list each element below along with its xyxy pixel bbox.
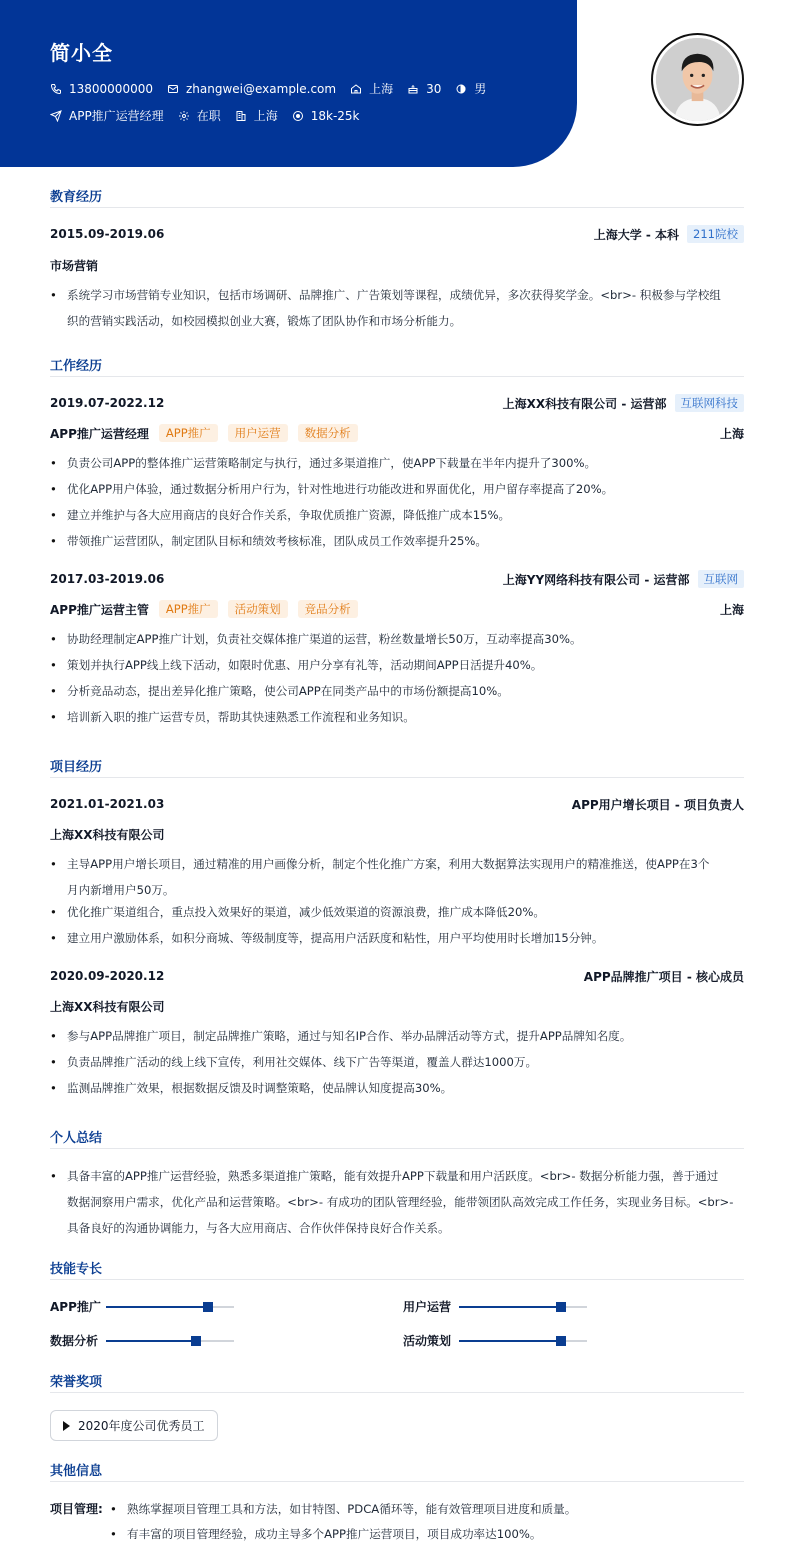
skill-bar	[106, 1340, 234, 1342]
skill-bar	[106, 1306, 234, 1308]
project-date: 2021.01-2021.03	[50, 797, 165, 811]
phone-info	[50, 82, 153, 96]
skill-name: 用户运营	[403, 1300, 452, 1314]
avatar	[651, 33, 744, 126]
list-item: • 培训新入职的推广运营专员，帮助其快速熟悉工作流程和业务知识。	[50, 704, 744, 730]
skill-level-marker	[556, 1336, 566, 1346]
education-major-row	[50, 256, 744, 274]
home-icon	[350, 83, 362, 95]
list-item: • 系统学习市场营销专业知识，包括市场调研、品牌推广、广告策划等课程，成绩优异，多次获得奖学金。<br>- 积极参与学校组 织的营销实践活动，如校园模拟创业大赛，锻炼了团队协作和市场分析能力。	[50, 282, 744, 334]
caret-right-icon	[63, 1421, 70, 1431]
age-info	[407, 82, 441, 96]
phone-text: 13800000000	[69, 81, 153, 96]
section-title-other: 其他信息	[50, 1460, 744, 1482]
industry-badge: 互联网	[698, 570, 745, 588]
cake-icon	[407, 83, 419, 95]
coin-icon	[292, 110, 304, 122]
list-item: • 带领推广运营团队，制定团队目标和绩效考核标准，团队成员工作效率提升25%。	[50, 528, 744, 554]
section-title-education: 教育经历	[50, 186, 744, 208]
education-major: 市场营销	[50, 258, 99, 273]
work-company: 上海YY网络科技有限公司 - 运营部	[502, 572, 690, 587]
skill-name: 数据分析	[50, 1334, 99, 1348]
skill-bar	[459, 1340, 587, 1342]
email-text: zhangwei@example.com	[185, 81, 337, 96]
education-date: 2015.09-2019.06	[50, 227, 165, 241]
gender-info	[455, 80, 486, 97]
project-date: 2020.09-2020.12	[50, 969, 165, 983]
work-location: 上海	[719, 602, 744, 617]
list-item: • 策划并执行APP线上线下活动，如限时优惠、用户分享有礼等，活动期间APP日活提升40%。	[50, 652, 744, 678]
phone-icon	[50, 83, 62, 95]
list-item: • 协助经理制定APP推广计划，负责社交媒体推广渠道的运营，粉丝数量增长50万，互动率提高30%。	[50, 626, 744, 652]
skill-level-marker	[556, 1302, 566, 1312]
list-item: • 有丰富的项目管理经验，成功主导多个APP推广运营项目，项目成功率达100%。	[110, 1522, 744, 1546]
candidate-name: 简小全	[50, 41, 113, 65]
work-role-row	[50, 600, 744, 618]
skill-bar	[459, 1306, 587, 1308]
list-item: • 熟练掌握项目管理工具和方法，如甘特图、PDCA循环等，能有效管理项目进度和质量。	[110, 1497, 744, 1521]
work-role: APP推广运营主管	[50, 602, 149, 617]
list-item: • 建立并维护与各大应用商店的良好合作关系，争取优质推广资源，降低推广成本15%。	[50, 502, 744, 528]
list-item: • 分析竞品动态，提出差异化推广策略，使公司APP在同类产品中的市场份额提高10%。	[50, 678, 744, 704]
age-text: 30	[426, 81, 442, 96]
project-company: 上海XX科技有限公司	[50, 827, 165, 842]
work-company: 上海XX科技有限公司 - 运营部	[502, 396, 667, 411]
section-title-work: 工作经历	[50, 355, 744, 377]
list-item: • 优化APP用户体验，通过数据分析用户行为，针对性地进行功能改进和界面优化，用户留存率提高了20%。	[50, 476, 744, 502]
position-text: APP推广运营经理	[69, 109, 164, 123]
list-item: • 负责品牌推广活动的线上线下宣传，利用社交媒体、线下广告等渠道，覆盖人群达1000万。	[50, 1049, 744, 1075]
list-item: • 优化推广渠道组合，重点投入效果好的渠道，减少低效渠道的资源浪费，推广成本降低20%。	[50, 899, 744, 925]
salary-info	[292, 109, 360, 123]
job-row	[50, 107, 374, 124]
status-text: 在职	[196, 109, 221, 123]
skill-level-marker	[191, 1336, 201, 1346]
list-item: • 监测品牌推广效果，根据数据反馈及时调整策略，使品牌认知度提高30%。	[50, 1075, 744, 1101]
work-role: APP推广运营经理	[50, 426, 149, 441]
school-badge: 211院校	[687, 225, 744, 243]
project-header-row	[50, 967, 744, 985]
skill-tag: 活动策划	[228, 600, 288, 618]
work-header-row	[50, 394, 744, 412]
award-text: 2020年度公司优秀员工	[78, 1419, 205, 1433]
list-item: • 负责公司APP的整体推广运营策略制定与执行，通过多渠道推广，使APP下载量在半年内提升了300%。	[50, 450, 744, 476]
contact-row	[50, 80, 500, 97]
project-name: APP用户增长项目 - 项目负责人	[571, 797, 744, 812]
skill-name: APP推广	[50, 1300, 101, 1314]
work-header-row	[50, 570, 744, 588]
city-info	[350, 80, 393, 97]
gender-text: 男	[474, 82, 487, 96]
list-item: • 主导APP用户增长项目，通过精准的用户画像分析，制定个性化推广方案，利用大数据算法实现用户的精准推送，使APP在3个 月内新增用户50万。	[50, 851, 744, 903]
gender-icon	[455, 83, 467, 95]
status-info	[178, 107, 221, 124]
skill-tag: 用户运营	[228, 424, 288, 442]
gear-icon	[178, 110, 190, 122]
person-photo-icon	[656, 38, 739, 121]
skill-tag: 数据分析	[298, 424, 358, 442]
list-item: • 具备丰富的APP推广运营经验，熟悉多渠道推广策略，能有效提升APP下载量和用户活跃度。<br>- 数据分析能力强，善于通过 数据洞察用户需求，优化产品和运营策略。<br>- 有成功的团队管理经验，能带领团队高效完成工作任务，实现业务目标。<br>- 具备良好的沟通协调能力，与各大应用商店、合作伙伴保持良好合作关系。	[50, 1163, 744, 1241]
project-name: APP品牌推广项目 - 核心成员	[583, 969, 744, 984]
industry-badge: 互联网科技	[675, 394, 745, 412]
education-header-row	[50, 225, 744, 243]
other-label: 项目管理:	[50, 1502, 103, 1516]
building-icon	[235, 110, 247, 122]
skill-level-marker	[203, 1302, 213, 1312]
education-school: 上海大学 - 本科	[593, 227, 680, 242]
work-role-row	[50, 424, 744, 442]
list-item: • 建立用户激励体系，如积分商城、等级制度等，提高用户活跃度和粘性，用户平均使用时长增加15分钟。	[50, 925, 744, 951]
salary-text: 18k-25k	[310, 108, 360, 123]
section-title-summary: 个人总结	[50, 1127, 744, 1149]
position-info	[50, 107, 164, 124]
project-company: 上海XX科技有限公司	[50, 999, 165, 1014]
skill-tag: APP推广	[159, 600, 218, 618]
work-date: 2019.07-2022.12	[50, 396, 165, 410]
section-title-projects: 项目经历	[50, 756, 744, 778]
email-info	[167, 82, 336, 96]
project-company-row	[50, 825, 744, 843]
work-city-info	[235, 107, 278, 124]
skill-tag: 竞品分析	[298, 600, 358, 618]
skill-name: 活动策划	[403, 1334, 452, 1348]
list-item: • 参与APP品牌推广项目，制定品牌推广策略，通过与知名IP合作、举办品牌活动等方式，提升APP品牌知名度。	[50, 1023, 744, 1049]
skill-tag: APP推广	[159, 424, 218, 442]
section-title-skills: 技能专长	[50, 1258, 744, 1280]
section-title-awards: 荣誉奖项	[50, 1371, 744, 1393]
award-item[interactable]	[50, 1410, 218, 1441]
project-header-row	[50, 795, 744, 813]
send-icon	[50, 110, 62, 122]
work-location: 上海	[719, 426, 744, 441]
work-date: 2017.03-2019.06	[50, 572, 165, 586]
city-text: 上海	[369, 82, 394, 96]
work-city-text: 上海	[253, 109, 278, 123]
mail-icon	[167, 83, 179, 95]
project-company-row	[50, 997, 744, 1015]
